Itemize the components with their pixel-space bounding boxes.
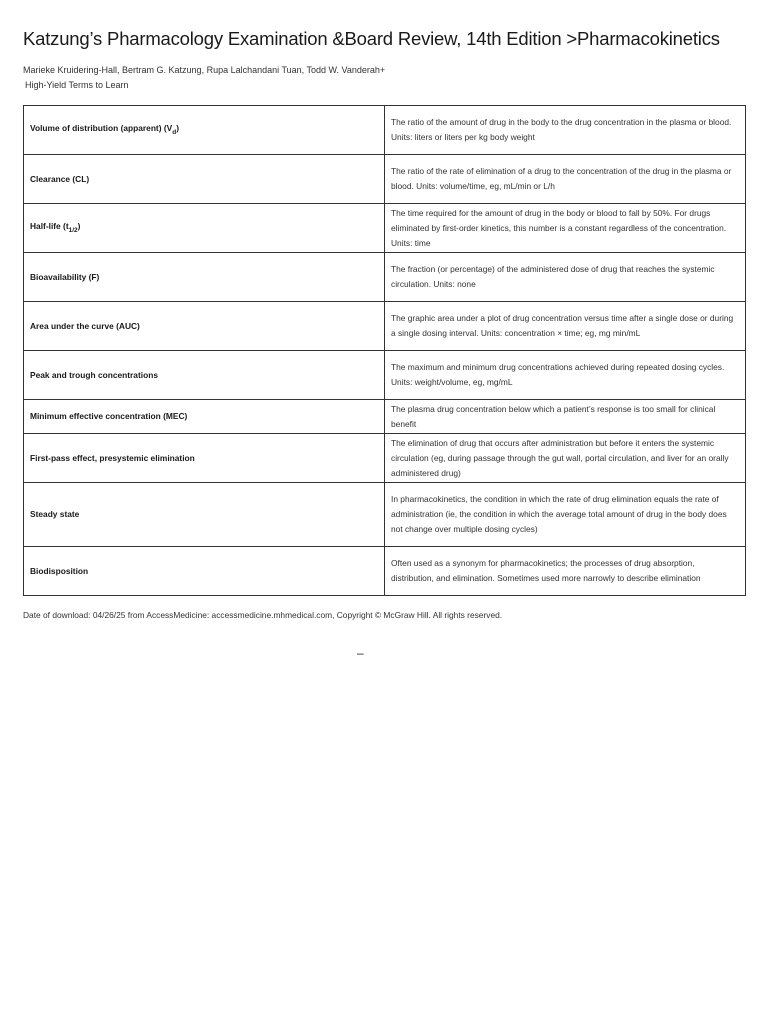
definition-cell: The time required for the amount of drug in the body or blood to fall by 50%. For drugs eliminated by first-order kinetics, this number is a constant regardless of the concentration. Units: time: [385, 204, 746, 253]
author-list: Marieke Kruidering-Hall, Bertram G. Katzung, Rupa Lalchandani Tuan, Todd W. Vanderah+: [23, 65, 386, 75]
page-title: Katzung’s Pharmacology Examination &Board Review, 14th Edition >Pharmacokinetics: [23, 28, 720, 49]
term-cell: Biodisposition: [24, 547, 385, 596]
definition-cell: Often used as a synonym for pharmacokinetics; the processes of drug absorption, distribution, and elimination. Sometimes used more narrowly to describe elimination: [385, 547, 746, 596]
definition-cell: In pharmacokinetics, the condition in which the rate of drug elimination equals the rate of administration (ie, the condition in which the average total amount of drug in the body does not change over multiple dosing cycles): [385, 483, 746, 547]
term-cell: Clearance (CL): [24, 155, 385, 204]
definition-cell: The maximum and minimum drug concentrations achieved during repeated dosing cycles. Units: weight/volume, eg, mg/mL: [385, 351, 746, 400]
definition-cell: The fraction (or percentage) of the administered dose of drug that reaches the systemic circulation. Units: none: [385, 253, 746, 302]
table-row: [24, 253, 746, 302]
table-row: [24, 351, 746, 400]
term-cell: Steady state: [24, 483, 385, 547]
table-row: [24, 106, 746, 155]
definition-cell: The plasma drug concentration below which a patient’s response is too small for clinical benefit: [385, 400, 746, 434]
table-row: [24, 204, 746, 253]
definition-cell: The elimination of drug that occurs after administration but before it enters the systemic circulation (eg, during passage through the gut wall, portal circulation, and liver for an orally administered drug): [385, 434, 746, 483]
term-cell: Area under the curve (AUC): [24, 302, 385, 351]
term-cell: Volume of distribution (apparent) $(V_d)$: [24, 106, 385, 155]
table-row: [24, 434, 746, 483]
table-row: [24, 547, 746, 596]
table-row: [24, 302, 746, 351]
download-footer: Date of download: 04/26/25 from AccessMedicine: accessmedicine.mhmedical.com, Copyright © McGraw Hill. All rights reserved.: [23, 610, 503, 620]
term-cell: Half-life $(t_{1/2})$: [24, 204, 385, 253]
term-cell: First-pass effect, presystemic elimination: [24, 434, 385, 483]
terms-table: [23, 105, 746, 596]
table-caption: High-Yield Terms to Learn: [25, 80, 129, 90]
definition-cell: The graphic area under a plot of drug concentration versus time after a single dose or during a single dosing interval. Units: concentration × time; eg, mg min/mL: [385, 302, 746, 351]
term-cell: Peak and trough concentrations: [24, 351, 385, 400]
term-cell: Minimum effective concentration (MEC): [24, 400, 385, 434]
term-cell: Bioavailability (F): [24, 253, 385, 302]
table-row: [24, 155, 746, 204]
table-row: [24, 483, 746, 547]
definition-cell: The ratio of the rate of elimination of a drug to the concentration of the drug in the plasma or blood. Units: volume/time, eg, mL/min or L/h: [385, 155, 746, 204]
definition-cell: The ratio of the amount of drug in the body to the drug concentration in the plasma or blood. Units: liters or liters per kg body weight: [385, 106, 746, 155]
table-row: [24, 400, 746, 434]
page-mark: –: [357, 646, 364, 660]
